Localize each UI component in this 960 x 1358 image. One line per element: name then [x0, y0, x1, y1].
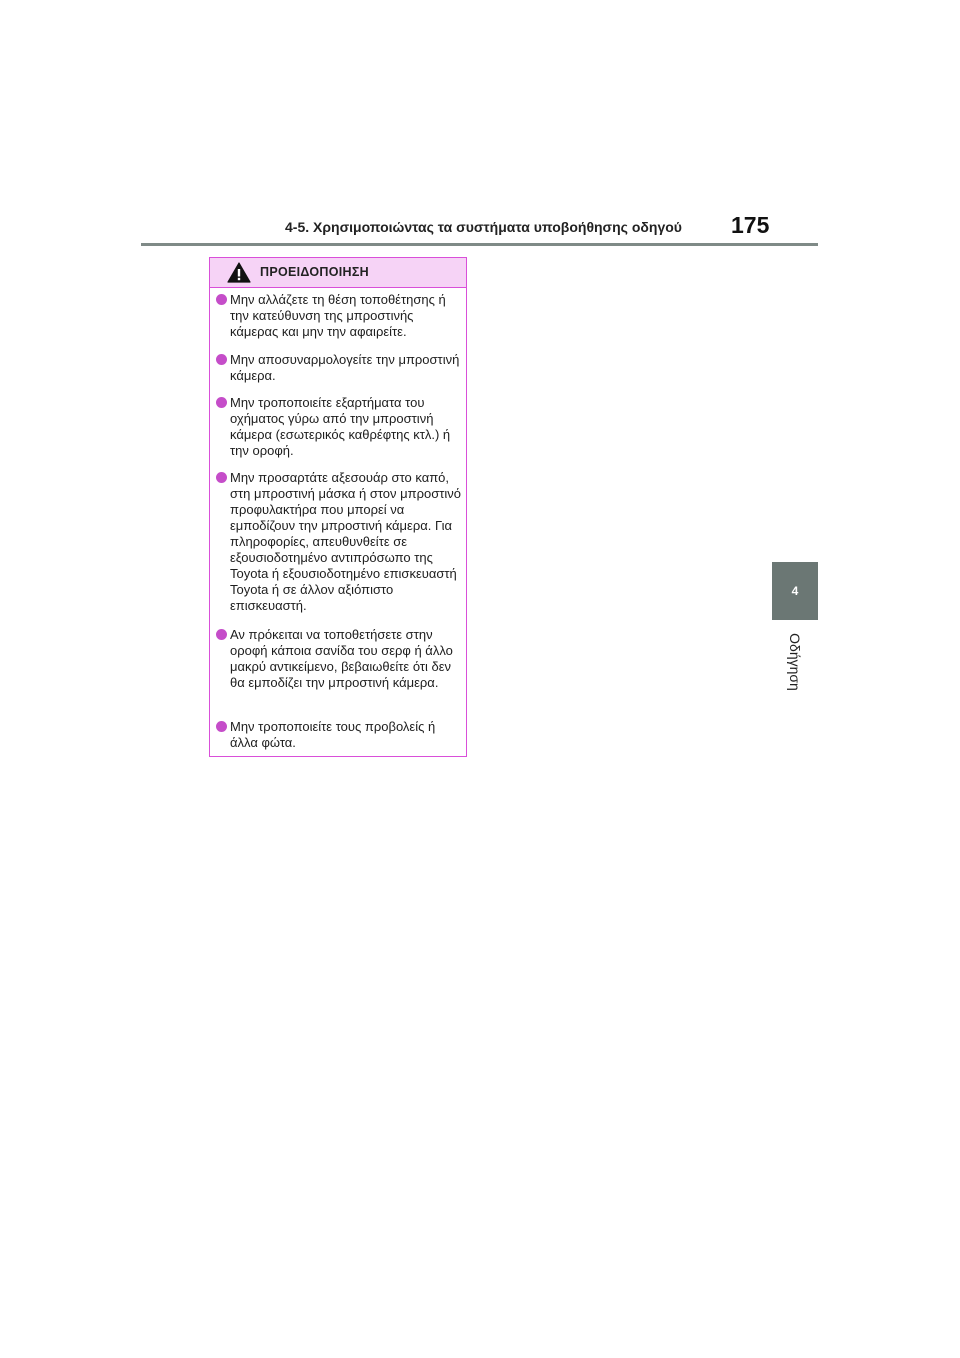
warning-item: [215, 395, 463, 459]
bullet-dot-icon: [216, 629, 227, 640]
warning-item: [215, 627, 463, 691]
section-title: 4-5. Χρησιμοποιώντας τα συστήματα υποβοήθησης οδηγού: [285, 219, 682, 235]
page-number: 175: [731, 212, 770, 238]
warning-header: [210, 258, 466, 288]
warning-item-text: Μην τροποποιείτε τους προβολείς ή άλλα φώτα.: [230, 719, 436, 750]
warning-box: [209, 257, 467, 757]
warning-item-text: Αν πρόκειται να τοποθετήσετε στην οροφή κάποια σανίδα του σερφ ή άλλο μακρύ αντικείμενο, βεβαιωθείτε ότι δεν θα εμποδίζει την μπροστινή κάμερα.: [230, 627, 453, 690]
warning-item-text: Μην αποσυναρμολογείτε την μπροστινή κάμερα.: [230, 352, 460, 383]
bullet-dot-icon: [216, 294, 227, 305]
bullet-dot-icon: [216, 721, 227, 732]
warning-item-text: Μην προσαρτάτε αξεσουάρ στο καπό, στη μπροστινή μάσκα ή στον μπροστινό προφυλακτήρα που μπορεί να εμποδίζουν την μπροστινή κάμερα. Για πληροφορίες, απευθυνθείτε σε εξουσιοδοτημένο αντιπρόσωπο της Toyota ή εξουσιοδοτημένο επισκευαστή Toyota ή σε άλλον αξιόπιστο επισκευαστή.: [230, 470, 461, 613]
warning-item-text: Μην τροποποιείτε εξαρτήματα του οχήματος γύρω από την μπροστινή κάμερα (εσωτερικός καθρέφτης κτλ.) ή την οροφή.: [230, 395, 451, 458]
warning-triangle-icon: [227, 262, 251, 283]
bullet-dot-icon: [216, 397, 227, 408]
chapter-tab: [772, 562, 818, 620]
warning-item: [215, 470, 463, 614]
header-divider: [141, 243, 818, 246]
chapter-number: 4: [791, 584, 799, 598]
warning-item-text: Μην αλλάζετε τη θέση τοποθέτησης ή την κατεύθυνση της μπροστινής κάμερας και μην την αφαιρείτε.: [230, 292, 446, 339]
warning-item: [215, 719, 463, 751]
warning-item: [215, 352, 463, 384]
warning-item: [215, 292, 463, 340]
bullet-dot-icon: [216, 354, 227, 365]
chapter-label: Οδήγηση: [787, 633, 803, 691]
warning-title: ΠΡΟΕΙΔΟΠΟΙΗΣΗ: [260, 265, 369, 279]
bullet-dot-icon: [216, 472, 227, 483]
